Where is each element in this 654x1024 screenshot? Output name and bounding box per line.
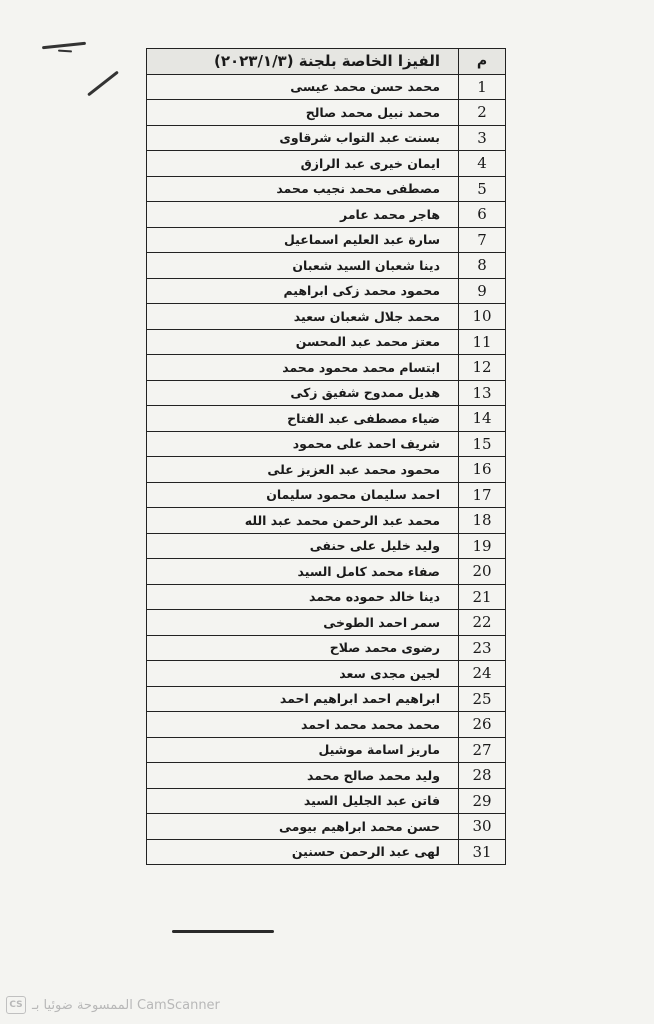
row-name: لهى عبد الرحمن حسنين	[147, 839, 459, 865]
row-name: وليد محمد صالح محمد	[147, 763, 459, 789]
roster-table	[146, 48, 506, 865]
row-number: 12	[459, 355, 506, 381]
row-number: 17	[459, 482, 506, 508]
row-number: 16	[459, 457, 506, 483]
row-name: هاجر محمد عامر	[147, 202, 459, 228]
table-row	[147, 176, 506, 202]
row-number: 3	[459, 125, 506, 151]
row-name: مصطفى محمد نجيب محمد	[147, 176, 459, 202]
row-name: محمود محمد زكى ابراهيم	[147, 278, 459, 304]
roster-body	[147, 74, 506, 865]
row-name: فاتن عبد الجليل السيد	[147, 788, 459, 814]
row-name: حسن محمد ابراهيم بيومى	[147, 814, 459, 840]
row-name: سارة عبد العليم اسماعيل	[147, 227, 459, 253]
row-number: 22	[459, 610, 506, 636]
row-name: محمد عبد الرحمن محمد عبد الله	[147, 508, 459, 534]
table-row	[147, 737, 506, 763]
table-row	[147, 788, 506, 814]
table-row	[147, 814, 506, 840]
row-number: 24	[459, 661, 506, 687]
row-number: 5	[459, 176, 506, 202]
row-number: 4	[459, 151, 506, 177]
row-number: 30	[459, 814, 506, 840]
table-row	[147, 406, 506, 432]
camscanner-watermark	[6, 996, 220, 1014]
row-number: 21	[459, 584, 506, 610]
row-name: سمر احمد الطوخى	[147, 610, 459, 636]
row-number: 20	[459, 559, 506, 585]
row-name: احمد سليمان محمود سليمان	[147, 482, 459, 508]
table-row	[147, 125, 506, 151]
row-name: دينا شعبان السيد شعبان	[147, 253, 459, 279]
row-name: ضياء مصطفى عبد الفتاح	[147, 406, 459, 432]
table-row	[147, 100, 506, 126]
row-number: 1	[459, 74, 506, 100]
row-name: دينا خالد حموده محمد	[147, 584, 459, 610]
table-row	[147, 661, 506, 687]
table-row	[147, 610, 506, 636]
row-name: ماريز اسامة موشيل	[147, 737, 459, 763]
row-number: 8	[459, 253, 506, 279]
row-name: رضوى محمد صلاح	[147, 635, 459, 661]
row-number: 13	[459, 380, 506, 406]
table-row	[147, 431, 506, 457]
row-number: 18	[459, 508, 506, 534]
row-number: 14	[459, 406, 506, 432]
table-row	[147, 482, 506, 508]
row-number: 19	[459, 533, 506, 559]
row-name: وليد خليل على حنفى	[147, 533, 459, 559]
row-name: ابتسام محمد محمود محمد	[147, 355, 459, 381]
row-name: هديل ممدوح شفيق زكى	[147, 380, 459, 406]
watermark-text: الممسوحة ضوئيا بـ CamScanner	[32, 997, 220, 1013]
table-row	[147, 329, 506, 355]
row-name: بسنت عبد التواب شرقاوى	[147, 125, 459, 151]
row-name: صفاء محمد كامل السيد	[147, 559, 459, 585]
pen-mark-bottom	[172, 930, 274, 933]
header-number: م	[459, 49, 506, 75]
table-row	[147, 355, 506, 381]
row-number: 7	[459, 227, 506, 253]
row-number: 31	[459, 839, 506, 865]
row-number: 25	[459, 686, 506, 712]
pen-mark-slash	[87, 71, 119, 97]
table-row	[147, 712, 506, 738]
row-name: ابراهيم احمد ابراهيم احمد	[147, 686, 459, 712]
row-number: 9	[459, 278, 506, 304]
row-number: 28	[459, 763, 506, 789]
row-number: 27	[459, 737, 506, 763]
row-name: محمد محمد محمد احمد	[147, 712, 459, 738]
row-number: 11	[459, 329, 506, 355]
row-number: 15	[459, 431, 506, 457]
row-number: 6	[459, 202, 506, 228]
table-header-row	[147, 49, 506, 75]
header-title: الفيزا الخاصة بلجنة (٢٠٢٣/١/٣)	[147, 49, 459, 75]
table-row	[147, 151, 506, 177]
table-row	[147, 457, 506, 483]
roster-sheet	[146, 48, 506, 865]
table-row	[147, 533, 506, 559]
row-name: شريف احمد على محمود	[147, 431, 459, 457]
row-name: محمود محمد عبد العزيز على	[147, 457, 459, 483]
row-number: 26	[459, 712, 506, 738]
table-row	[147, 763, 506, 789]
table-row	[147, 74, 506, 100]
row-name: لجين مجدى سعد	[147, 661, 459, 687]
row-name: محمد حسن محمد عيسى	[147, 74, 459, 100]
table-row	[147, 253, 506, 279]
table-row	[147, 635, 506, 661]
table-row	[147, 584, 506, 610]
row-number: 29	[459, 788, 506, 814]
row-number: 23	[459, 635, 506, 661]
table-row	[147, 278, 506, 304]
row-name: محمد نبيل محمد صالح	[147, 100, 459, 126]
table-row	[147, 839, 506, 865]
pen-mark-top-small	[58, 50, 72, 53]
table-row	[147, 227, 506, 253]
table-row	[147, 202, 506, 228]
row-number: 2	[459, 100, 506, 126]
table-row	[147, 508, 506, 534]
row-name: ايمان خيرى عبد الرازق	[147, 151, 459, 177]
row-name: معتز محمد عبد المحسن	[147, 329, 459, 355]
pen-mark-top	[42, 42, 86, 50]
table-row	[147, 559, 506, 585]
row-name: محمد جلال شعبان سعيد	[147, 304, 459, 330]
table-row	[147, 380, 506, 406]
row-number: 10	[459, 304, 506, 330]
camscanner-logo-icon: CS	[6, 996, 26, 1014]
table-row	[147, 686, 506, 712]
table-row	[147, 304, 506, 330]
